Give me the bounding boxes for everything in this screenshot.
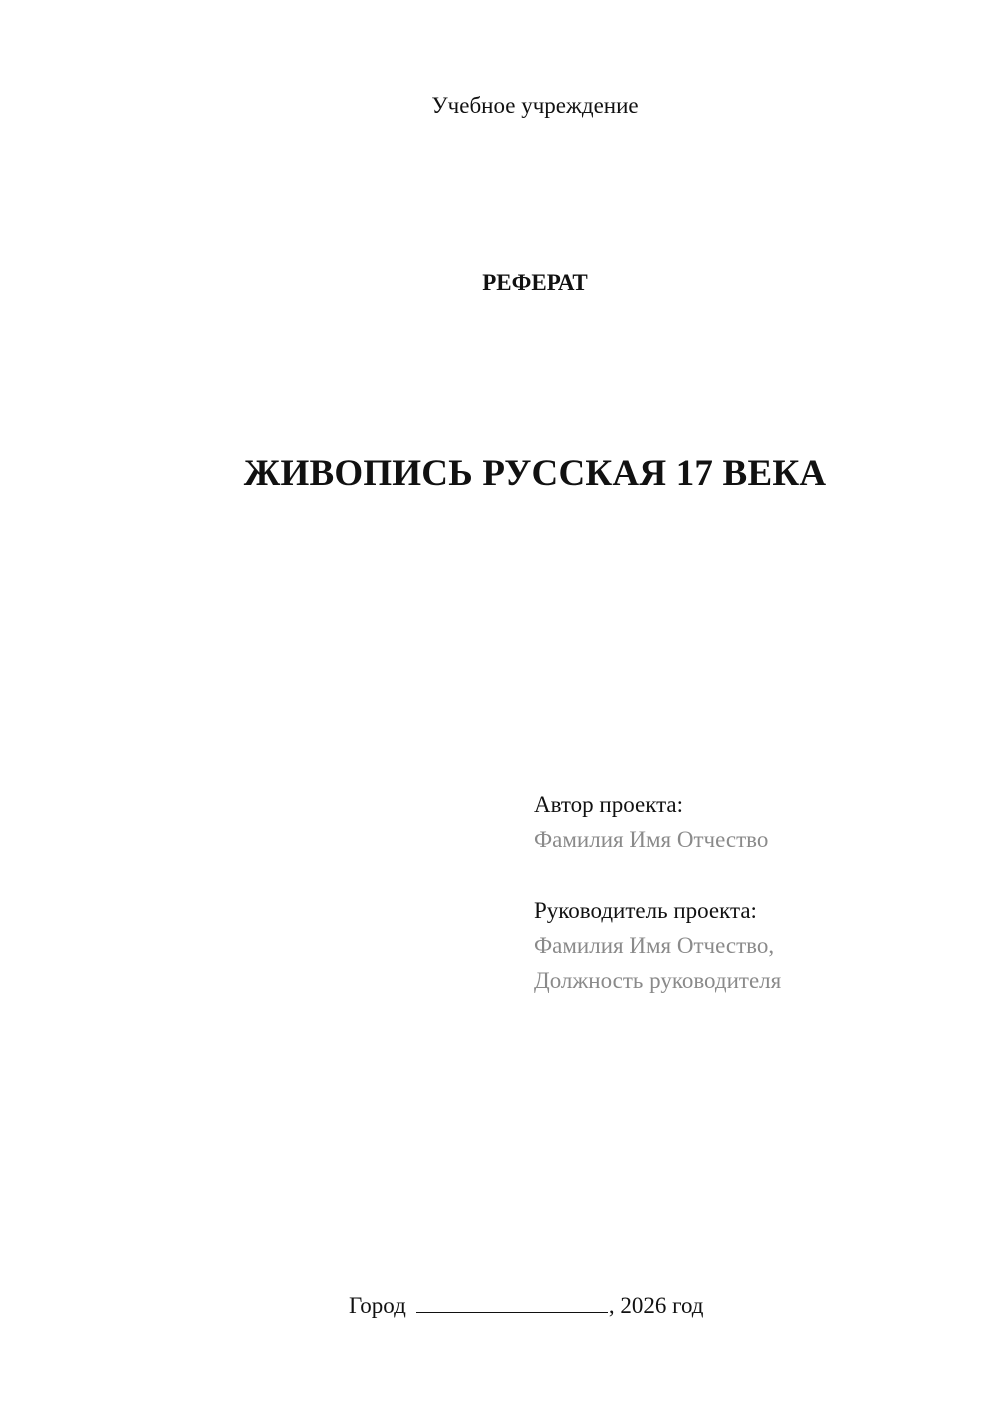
city-label: Город	[349, 1293, 406, 1318]
supervisor-position-placeholder: Должность руководителя	[534, 968, 782, 993]
institution-name: Учебное учреждение	[431, 93, 639, 118]
author-name-placeholder: Фамилия Имя Отчество	[534, 827, 769, 852]
author-block	[534, 787, 974, 857]
supervisor-block	[534, 893, 974, 998]
document-title: ЖИВОПИСЬ РУССКАЯ 17 ВЕКА	[243, 453, 827, 494]
supervisor-label: Руководитель проекта:	[534, 898, 757, 923]
city-year-line	[349, 1290, 703, 1321]
author-label: Автор проекта:	[534, 792, 683, 817]
year-text: , 2026 год	[608, 1293, 704, 1318]
supervisor-name-placeholder: Фамилия Имя Отчество,	[534, 933, 775, 958]
document-type: РЕФЕРАТ	[482, 270, 588, 295]
city-blank-line	[416, 1290, 608, 1313]
